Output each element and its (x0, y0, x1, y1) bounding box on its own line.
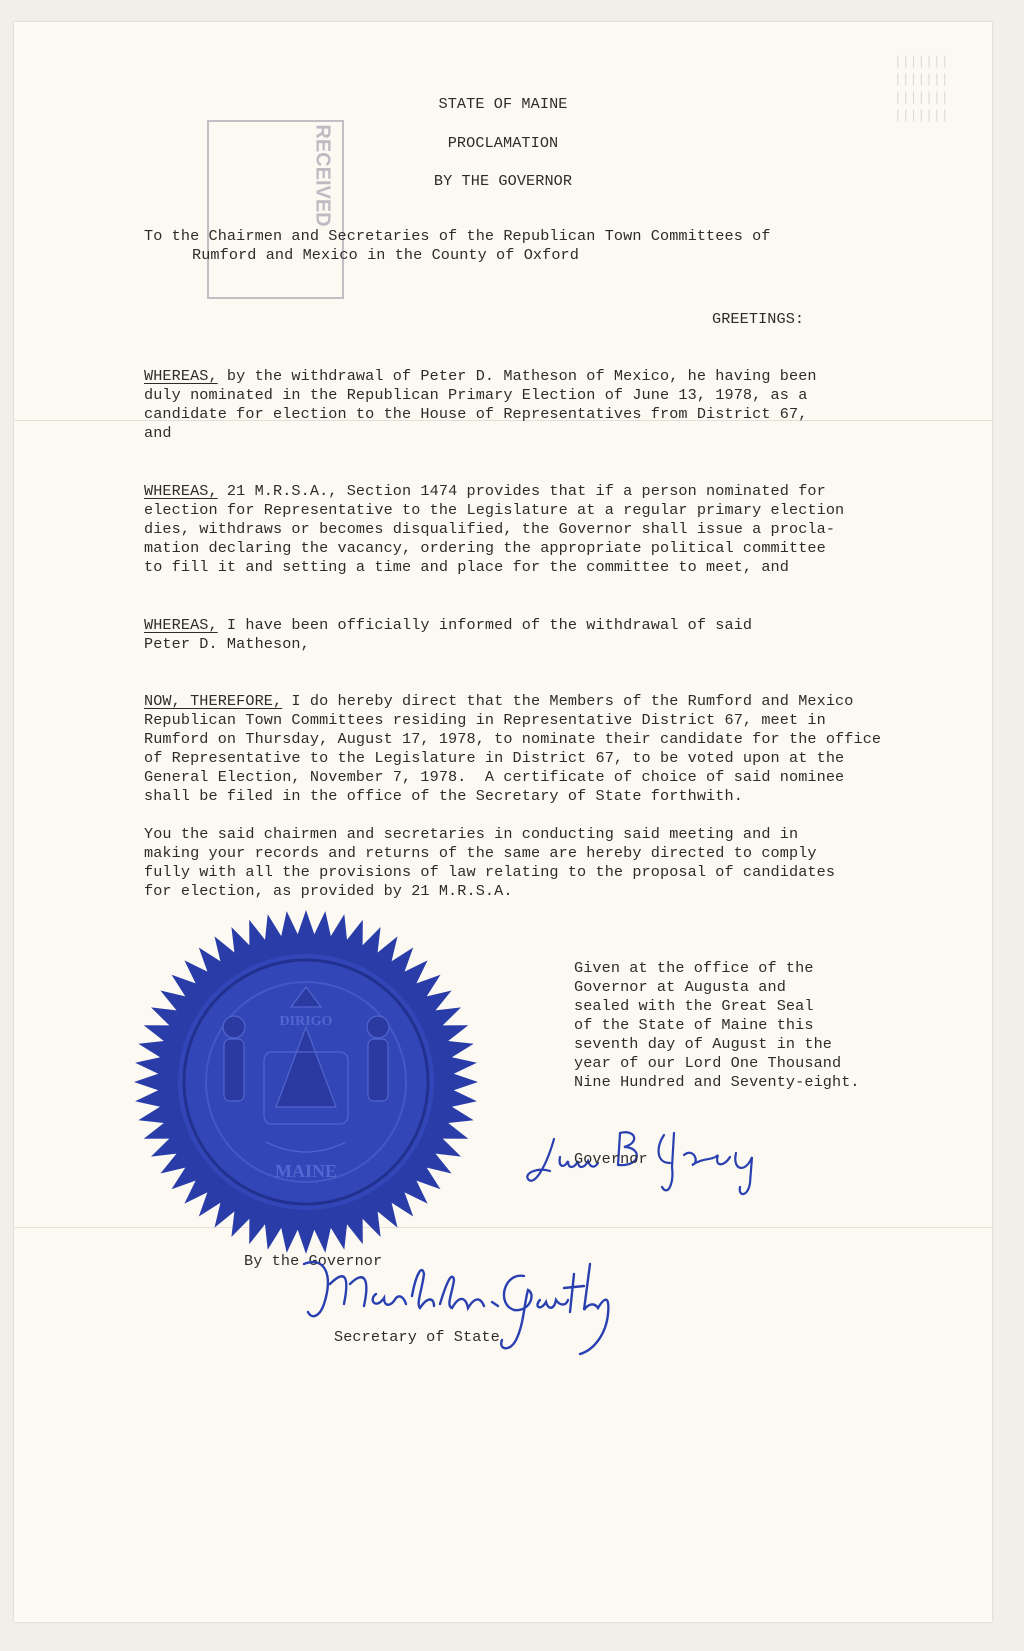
paragraph-line: election for Representative to the Legislature at a regular primary election (144, 501, 845, 519)
given-line: seventh day of August in the (574, 1035, 832, 1053)
governor-title: Governor (574, 1150, 648, 1168)
paragraph-line: Republican Town Committees residing in Representative District 67, meet in (144, 711, 826, 729)
whereas-lead: WHEREAS, (144, 482, 218, 500)
bleed-through-text: ||||||| ||||||| ||||||| ||||||| (894, 54, 949, 123)
whereas-lead: WHEREAS, (144, 367, 218, 385)
paragraph-line: Peter D. Matheson, (144, 635, 310, 653)
address-line: To the Chairmen and Secretaries of the Republican Town Committees of (144, 227, 771, 245)
governor-signature (524, 1127, 804, 1207)
paragraph-line (144, 482, 826, 501)
stamp-received-text: RECEIVED (311, 124, 334, 227)
great-seal-of-maine (126, 902, 486, 1262)
paragraph-line: of Representative to the Legislature in District 67, to be voted upon at the (144, 749, 845, 767)
by-the-governor-label: By the Governor (244, 1252, 383, 1270)
seal-maine-text: MAINE (275, 1161, 337, 1181)
given-line: of the State of Maine this (574, 1016, 814, 1034)
paragraph-text: 21 M.R.S.A., Section 1474 provides that if a person nominated for (217, 482, 826, 500)
state-heading: STATE OF MAINE (438, 95, 568, 113)
paragraph-text: I have been officially informed of the withdrawal of said (217, 616, 753, 634)
paragraph-line (144, 367, 817, 386)
greetings: GREETINGS: (712, 310, 805, 328)
paragraph-line: dies, withdraws or becomes disqualified, the Governor shall issue a procla- (144, 520, 836, 538)
paragraph-line: mation declaring the vacancy, ordering the appropriate political committee (144, 539, 826, 557)
address-line: Rumford and Mexico in the County of Oxford (192, 246, 579, 264)
paragraph-line (144, 692, 854, 711)
paragraph-line: to fill it and setting a time and place for the committee to meet, and (144, 558, 789, 576)
paragraph-line (144, 616, 752, 635)
paragraph-line: for election, as provided by 21 M.R.S.A. (144, 882, 513, 900)
paragraph-line: candidate for election to the House of Representatives from District 67, (144, 405, 808, 423)
paragraph-text: by the withdrawal of Peter D. Matheson of Mexico, he having been (217, 367, 817, 385)
now-therefore-lead: NOW, THEREFORE, (144, 692, 283, 710)
paragraph-line: Rumford on Thursday, August 17, 1978, to nominate their candidate for the office (144, 730, 882, 748)
given-line: sealed with the Great Seal (574, 997, 814, 1015)
paragraph-line: duly nominated in the Republican Primary Election of June 13, 1978, as a (144, 386, 808, 404)
paragraph-line: You the said chairmen and secretaries in conducting said meeting and in (144, 825, 799, 843)
paragraph-line: shall be filed in the office of the Secretary of State forthwith. (144, 787, 743, 805)
secretary-signature (284, 1254, 644, 1374)
paragraph-text: I do hereby direct that the Members of the Rumford and Mexico (282, 692, 854, 710)
paragraph-line: making your records and returns of the same are hereby directed to comply (144, 844, 817, 862)
paragraph-line: fully with all the provisions of law relating to the proposal of candidates (144, 863, 836, 881)
given-line: Given at the office of the (574, 959, 814, 977)
seal-motto: DIRIGO (279, 1014, 333, 1029)
whereas-lead: WHEREAS, (144, 616, 218, 634)
paragraph-line: General Election, November 7, 1978. A certificate of choice of said nominee (144, 768, 845, 786)
document-page (14, 22, 992, 1622)
given-line: Nine Hundred and Seventy-eight. (574, 1073, 860, 1091)
given-line: year of our Lord One Thousand (574, 1054, 842, 1072)
paragraph-line: and (144, 424, 172, 442)
proclamation-heading: PROCLAMATION (447, 134, 559, 152)
given-line: Governor at Augusta and (574, 978, 786, 996)
by-governor-heading: BY THE GOVERNOR (433, 172, 573, 190)
secretary-of-state-title: Secretary of State (334, 1328, 500, 1346)
